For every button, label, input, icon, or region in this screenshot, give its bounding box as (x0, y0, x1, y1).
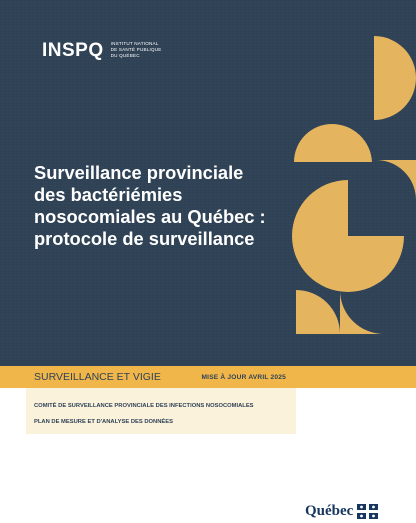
deco-quarter-bottom-right (340, 290, 384, 334)
quebec-government-logo (305, 502, 378, 520)
logo-line: DE SANTÉ PUBLIQUE (110, 47, 162, 52)
deco-quarter-mid-left (294, 124, 332, 162)
title-line: protocole de surveillance (34, 228, 255, 249)
logo-line: DU QUÉBEC (110, 53, 140, 58)
inspq-logo (42, 40, 162, 62)
category-label: SURVEILLANCE ET VIGIE (34, 371, 161, 383)
title-line: Surveillance provinciale (34, 162, 244, 183)
title-line: nosocomiales au Québec : (34, 206, 266, 227)
deco-quarter-mid-right (332, 124, 372, 162)
update-date: MISE À JOUR AVRIL 2025 (201, 374, 286, 381)
committee-line: COMITÉ DE SURVEILLANCE PROVINCIALE DES INFECTIONS NOSOCOMIALES (34, 403, 254, 409)
logo-institute-name (111, 41, 162, 59)
quebec-flag-icon (357, 504, 378, 519)
deco-wing-right (376, 160, 416, 200)
logo-line: INSTITUT NATIONAL (110, 41, 159, 46)
deco-quarter-bottom-left (296, 290, 340, 334)
quebec-wordmark: Québec (305, 503, 354, 519)
document-title (34, 162, 314, 250)
logo-mark: INSPQ (42, 40, 104, 61)
plan-line: PLAN DE MESURE ET D'ANALYSE DES DONNÉES (34, 419, 174, 425)
title-line: des bactériémies (34, 184, 183, 205)
info-box (26, 388, 296, 434)
category-band (0, 366, 416, 388)
